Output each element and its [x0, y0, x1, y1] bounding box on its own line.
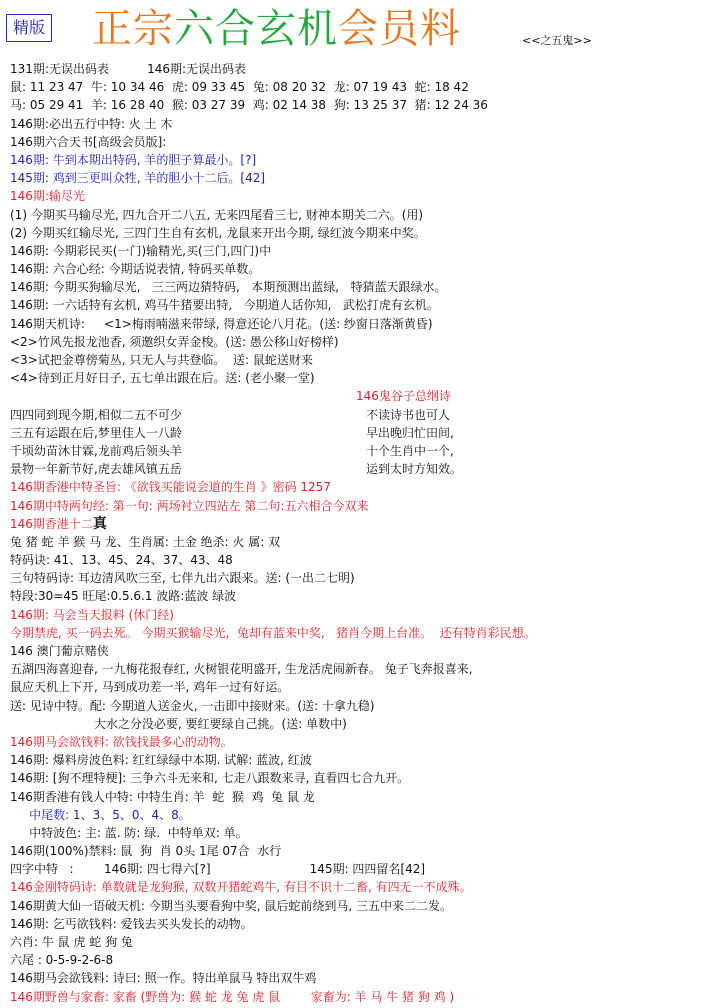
text-line: 146期: 乞丐欲钱料: 爱钱去买头发长的动物。: [10, 916, 253, 931]
text-line: 131期:无误出码表 146期:无误出码表: [10, 62, 247, 76]
text-line: 146期天机诗: <1>梅雨喃滋来带绿, 得意还论八月花。(送: 纱窗日落渐黄昏): [10, 316, 433, 331]
page-subtitle: <<之五鬼>>: [522, 34, 592, 47]
text-block-1: [10, 60, 700, 387]
text-line: 中特波色: 主: 蓝. 防: 绿. 中特单双: 单。: [10, 825, 248, 840]
text-line: <4>待到正月好日子, 五七单出跟在后。送: (老小聚一堂): [10, 371, 315, 386]
text-line: 146金刚特码诗: 单数就是龙狗猴, 双数开猪蛇鸡牛, 有目不识十二畜, 有四无一不成殊。: [10, 880, 472, 895]
text-line: 兔 猪 蛇 羊 猴 马 龙、生肖属: 土金 绝杀: 火 属: 双: [10, 534, 281, 549]
text-line: (2) 今期买红输尽光, 三四门生自有玄机, 龙鼠来开出今期, 绿红波今期来中奖。: [10, 225, 426, 240]
text-line: <2>竹风先报龙池香, 须邀织女弄金梭。(送: 愚公移山好榜样): [10, 334, 339, 349]
text-line: 鼠: 11 23 47 牛: 10 34 46 虎: 09 33 45 兔: 08 20 32 龙: 07 19 43 蛇: 18 42: [10, 80, 469, 95]
poem-row: [10, 406, 700, 424]
text-line: 146期: 一六话特有玄机, 鸡马牛猪要出特, 今期道人话你知, 武松打虎有玄机。: [10, 298, 439, 313]
poem-right-line: 十个生肖中一个,: [366, 443, 454, 458]
title-part-1: 正宗: [92, 6, 174, 52]
text-line: 146期: 爆料房波色料: 红红绿绿中本期. 试解: 蓝波, 红波: [10, 753, 312, 768]
text-line: 五湖四海喜迎春, 一九梅花报春红, 火树银花明盛开, 生龙活虎闹新春。 兔子飞奔报喜来,: [10, 662, 473, 677]
text-line: 146期野兽与家畜: 家畜 (野兽为: 猴 蛇 龙 兔 虎 鼠 家畜为: 羊 马 牛 猪 狗 鸡 ): [10, 989, 455, 1004]
poem-left-line: 千顷幼苗沐甘霖,龙前鸡后领头羊: [10, 443, 182, 458]
text-line: 146期香港中特圣旨: 《欲钱买能说会道的生肖 》密码 1257: [10, 480, 331, 495]
text-block-2: [10, 478, 700, 1005]
page-title: [92, 6, 461, 52]
poem-titles-row: [10, 387, 700, 405]
poem-right-line: 运到太时方知效。: [366, 462, 463, 477]
text-line: 146期(100%)禁料: 鼠 狗 肖 0头 1尾 07合 水行: [10, 844, 282, 859]
text-line: 特段:30=45 旺尾:0.5.6.1 波路:蓝波 绿波: [10, 589, 237, 604]
text-line: 146期: 马会当天报料 (休门经): [10, 607, 174, 622]
text-line: 146期: 六合心经: 今期话说表情, 特码买单数。: [10, 262, 261, 277]
document-body: [10, 60, 700, 1006]
poem-left-line: 四四同到现今期,相似二五不可少: [10, 407, 182, 422]
text-line: (1) 今期买马输尽光, 四九合开二八五, 无来四尾看三七, 财神本期关二六。(用): [10, 207, 424, 222]
poem-left-line: 三五有运跟在后,梦里佳人一八龄: [10, 425, 182, 440]
poem-row: [10, 424, 700, 442]
poem-left-line: 景物一年新节好,虎去雄风镇五岳: [10, 462, 182, 477]
poem-right-title: 146鬼谷子总纲诗: [356, 389, 451, 404]
poem-rows: [10, 406, 700, 479]
title-part-2: 六合玄机: [174, 6, 338, 52]
text-line: 146期香港十二真: [10, 515, 107, 532]
text-line: 146期:必出五行中特: 火 土 木: [10, 116, 173, 131]
poem-row: [10, 442, 700, 460]
text-line: 今期禁虎, 买一码去死。 今期买猴输尽光, 兔却有蓝来中奖, 猪肖今期上台准。 还有特肖彩民想。: [10, 625, 536, 640]
text-line: 145期: 鸡到三更叫众牲, 羊的胆小十二后。[42]: [10, 171, 266, 186]
text-line: 146期: 今期彩民买(一门)输精光,买(三门,四门)中: [10, 243, 272, 258]
badge-jingban: 精版: [6, 14, 52, 42]
text-line: <3>试把金尊傍菊丛, 只无人与共登临。 送: 鼠蛇送财来: [10, 353, 313, 367]
text-line: 送: 见诗中特。配: 今期道人送金火, 一击即中接财来。(送: 十拿九稳): [10, 698, 375, 713]
text-line: 146期马会欲钱料: 诗曰: 照一作。特出单鼠马 特出双牛鸡: [10, 971, 317, 986]
text-line: 146期黄大仙一语破天机: 今期当头要看狗中奖, 鼠后蛇前绕到马, 三五中来二二发。: [10, 898, 453, 913]
text-line: 六尾 : 0-5-9-2-6-8: [10, 953, 114, 968]
text-line: 146期: 牛到本期出特码, 羊的胆子算最小。[?]: [10, 152, 257, 167]
text-line: 146期: 今期买狗输尽光, 三三两边猜特码, 本期预测出蓝绿, 特猜蓝天跟绿水。: [10, 280, 447, 295]
text-line: 146 澳门葡京赌侠: [10, 644, 109, 658]
text-line: 146期六合天书[高级会员版]:: [10, 134, 167, 149]
text-line: 146期香港有钱人中特: 中特生肖: 羊 蛇 猴 鸡 兔 鼠 龙: [10, 789, 315, 804]
text-line: 146期:输尽光: [10, 189, 85, 204]
title-part-3: 会员料: [338, 6, 461, 52]
poem-row: [10, 460, 700, 478]
text-line: 四字中特 : 146期: 四七得六[?] 145期: 四四留名[42]: [10, 862, 426, 877]
poem-right-line: 不读诗书也可人: [366, 407, 451, 422]
text-line: 大水之分没必要, 要红要绿自己挑。(送: 单数中): [10, 716, 347, 731]
text-line: 六肖: 牛 鼠 虎 蛇 狗 兔: [10, 935, 133, 949]
text-line: 146期: [狗不理特梗]: 三争六斗无来和, 七走八跟数来寻, 直看四七合九开。: [10, 771, 410, 786]
text-line: 146期马会欲钱料: 欲钱找最多心的动物。: [10, 734, 233, 749]
poem-right-line: 早出晚归忙田间,: [366, 425, 454, 440]
text-line: 三句特码诗: 耳边清风吹三至, 七伴九出六跟来。送: (一出二七明): [10, 571, 355, 586]
text-line: 鼠应天机上下开, 马到成功差一半, 鸡年一过有好运。: [10, 680, 290, 695]
text-line: 特码诀: 41、13、45、24、37、43、48: [10, 553, 233, 568]
text-line: 中尾数: 1、3、5、0、4、8。: [10, 807, 191, 822]
text-line: 马: 05 29 41 羊: 16 28 40 猴: 03 27 39 鸡: 02 14 38 狗: 13 25 37 猪: 12 24 36: [10, 98, 488, 113]
text-line: 146期中特两句经: 第一句: 两场衬立四站左 第二句:五六相合今双来: [10, 498, 369, 513]
